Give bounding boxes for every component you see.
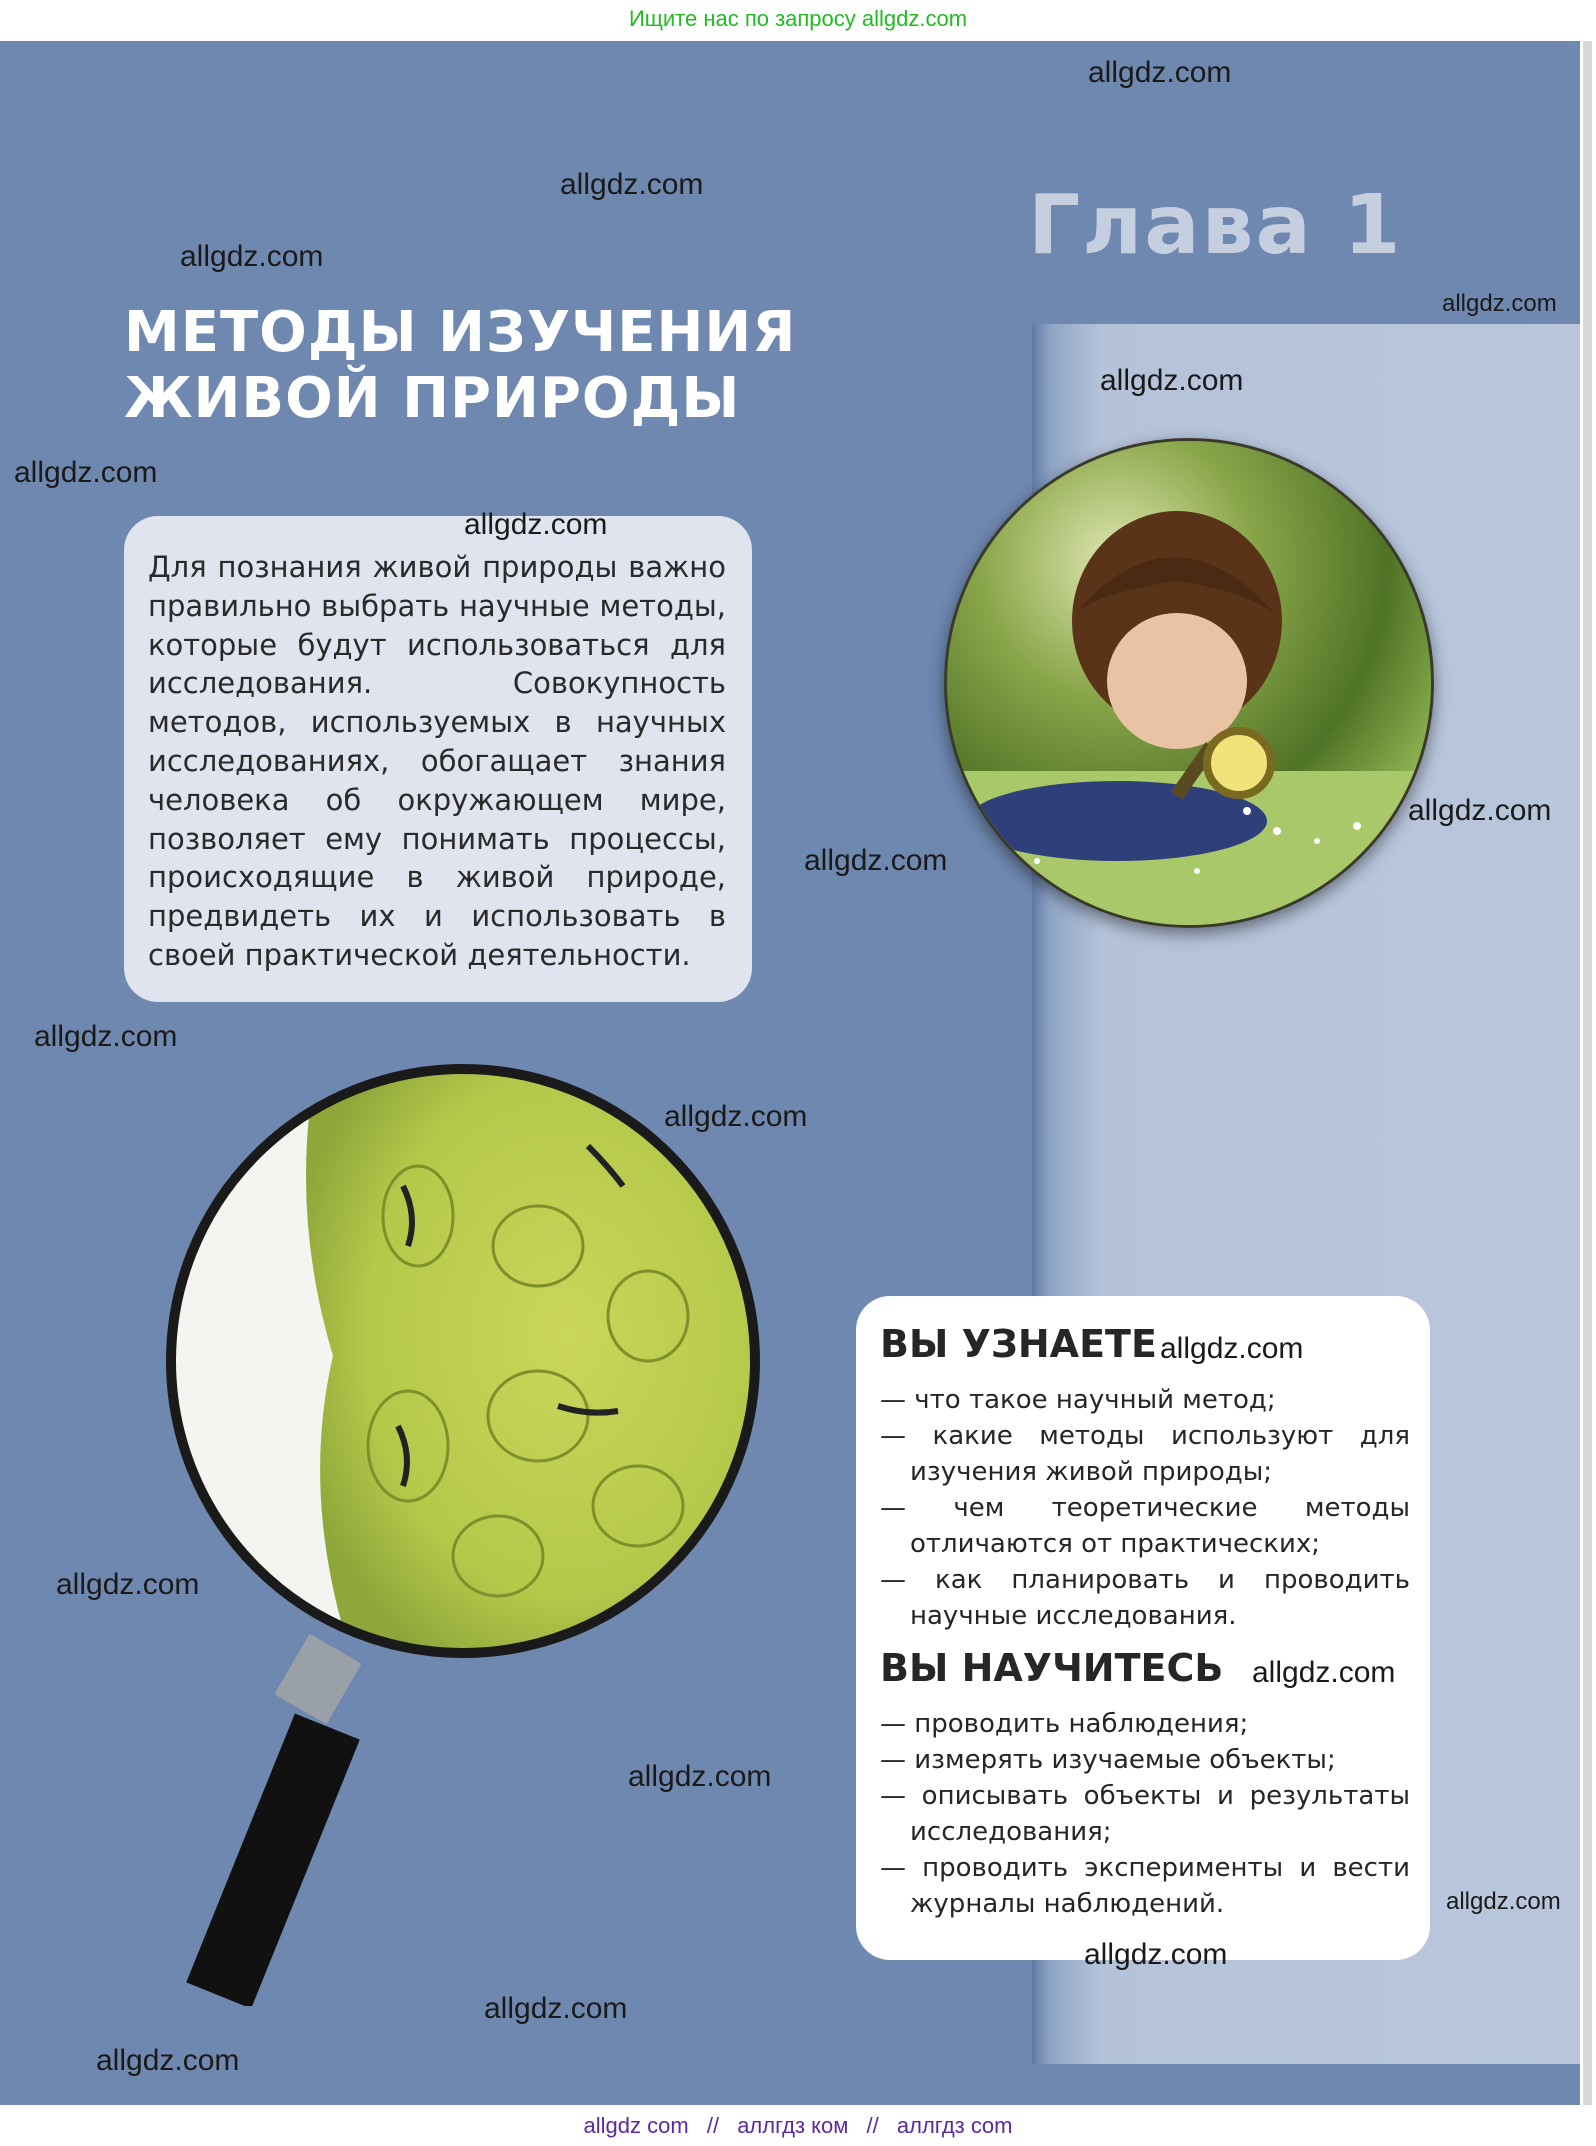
list-item: — как планировать и проводить научные исследования. [880,1562,1410,1634]
watermark: allgdz.com [628,1760,772,1793]
watermark: allgdz.com [1442,290,1557,317]
scrollbar[interactable] [1583,41,1592,2105]
watermark: allgdz.com [1160,1332,1304,1365]
watermark: allgdz.com [1252,1656,1396,1689]
list-item: — измерять изучаемые объекты; [880,1742,1410,1778]
list-item: — описывать объекты и результаты исследования; [880,1778,1410,1850]
link-separator: // [866,2113,879,2138]
list-item: — какие методы используют для изучения живой природы; [880,1418,1410,1490]
link-allgdz-com[interactable]: allgdz com [583,2113,689,2138]
link-separator: // [706,2113,720,2138]
link-allgdz-com-ru[interactable]: аллгдз com [896,2113,1013,2138]
skills-title: ВЫ НАУЧИТЕСЬ [880,1646,1224,1690]
learn-list [880,1382,1410,1634]
top-banner[interactable]: Ищите нас по запросу allgdz.com [628,6,968,31]
watermark: allgdz.com [180,240,324,273]
list-item: — что такое научный метод; [880,1382,1410,1418]
list-item: — проводить эксперименты и вести журналы наблюдений. [880,1850,1410,1922]
info-box [856,1296,1430,1960]
title-line-2: ЖИВОЙ ПРИРОДЫ [124,366,741,431]
watermark: allgdz.com [1084,1938,1228,1971]
skills-list [880,1706,1410,1922]
intro-text: Для познания живой природы важно правильно выбрать научные методы, которые будут использоваться для исследования. Совокупность методов, используемых в научных исследованиях, обогащает знания человека об окружающем мире, позволяет ему понимать процессы, происходящие в живой природе, предвидеть их и использовать в своей практической деятельности. [148,550,726,972]
watermark: allgdz.com [560,168,704,201]
list-item: — чем теоретические методы отличаются от практических; [880,1490,1410,1562]
chapter-label: Глава 1 [1028,178,1403,273]
watermark: allgdz.com [14,456,158,489]
watermark: allgdz.com [96,2044,240,2077]
learn-title: ВЫ УЗНАЕТЕ [880,1322,1157,1366]
watermark: allgdz.com [34,1020,178,1053]
watermark: allgdz.com [464,508,608,541]
watermark: allgdz.com [1408,794,1552,827]
child-photo [944,438,1434,928]
watermark: allgdz.com [1088,56,1232,89]
link-allgdz-kom[interactable]: аллгдз ком [737,2113,849,2138]
child-magnifier-illustration [947,441,1431,925]
list-item: — проводить наблюдения; [880,1706,1410,1742]
watermark: allgdz.com [1100,364,1244,397]
watermark: allgdz.com [484,1992,628,2025]
magnifier-cells-illustration [118,1056,768,2006]
page-title [124,300,844,432]
watermark: allgdz.com [804,844,948,877]
title-line-1: МЕТОДЫ ИЗУЧЕНИЯ [124,300,797,365]
watermark: allgdz.com [664,1100,808,1133]
bottom-links [0,2108,1596,2146]
watermark: allgdz.com [1446,1888,1561,1915]
watermark: allgdz.com [56,1568,200,1601]
